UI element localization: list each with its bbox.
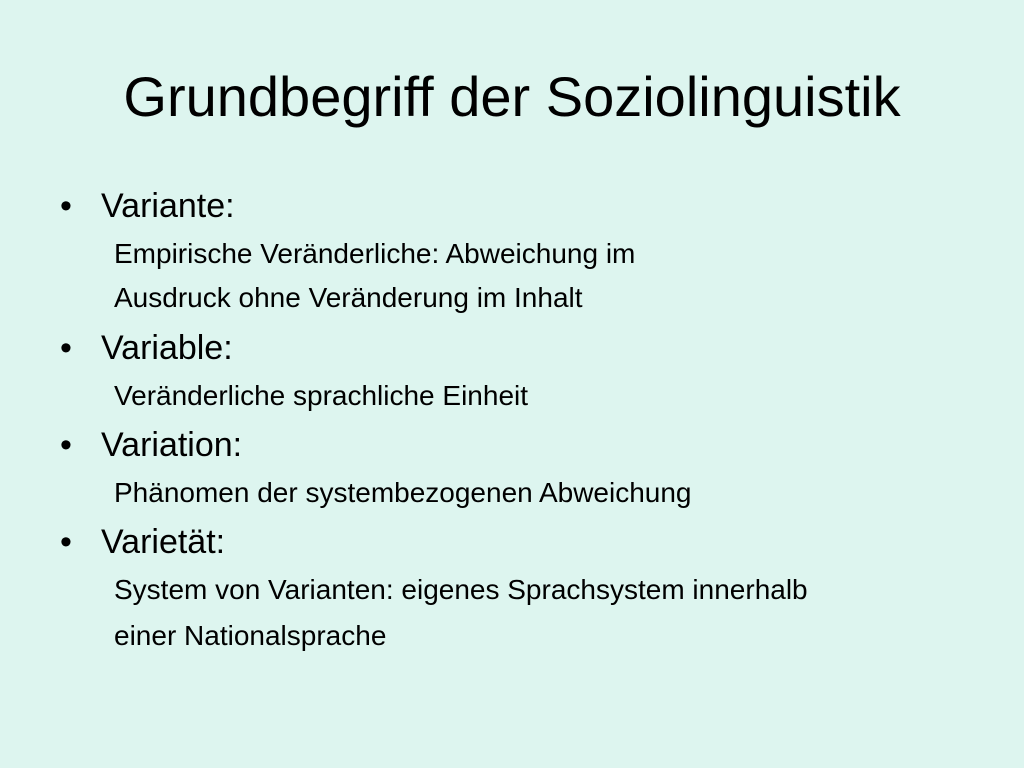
term-description-line: einer Nationalsprache — [114, 620, 387, 651]
bullet-icon: • — [60, 426, 72, 464]
term-description-line: Veränderliche sprachliche Einheit — [114, 380, 529, 411]
term-label: Variation: — [101, 426, 243, 464]
term-label: Variante: — [101, 187, 235, 225]
bullet-icon: • — [60, 187, 72, 225]
term-description-line: System von Varianten: eigenes Sprachsystem innerhalb — [114, 574, 808, 605]
list-item-variable — [0, 326, 1024, 370]
term-label: Variable: — [101, 329, 233, 367]
term-description-line: Ausdruck ohne Veränderung im Inhalt — [114, 282, 583, 313]
term-description-line: Empirische Veränderliche: Abweichung im — [114, 238, 636, 269]
bullet-icon: • — [60, 523, 72, 561]
list-item-varietaet — [0, 520, 1024, 564]
term-label: Varietät: — [101, 523, 226, 561]
bullet-icon: • — [60, 329, 72, 367]
list-item-variante — [0, 184, 1024, 228]
list-item-variation — [0, 423, 1024, 467]
term-description-line: Phänomen der systembezogenen Abweichung — [114, 477, 692, 508]
slide-title: Grundbegriff der Soziolinguistik — [123, 65, 901, 128]
